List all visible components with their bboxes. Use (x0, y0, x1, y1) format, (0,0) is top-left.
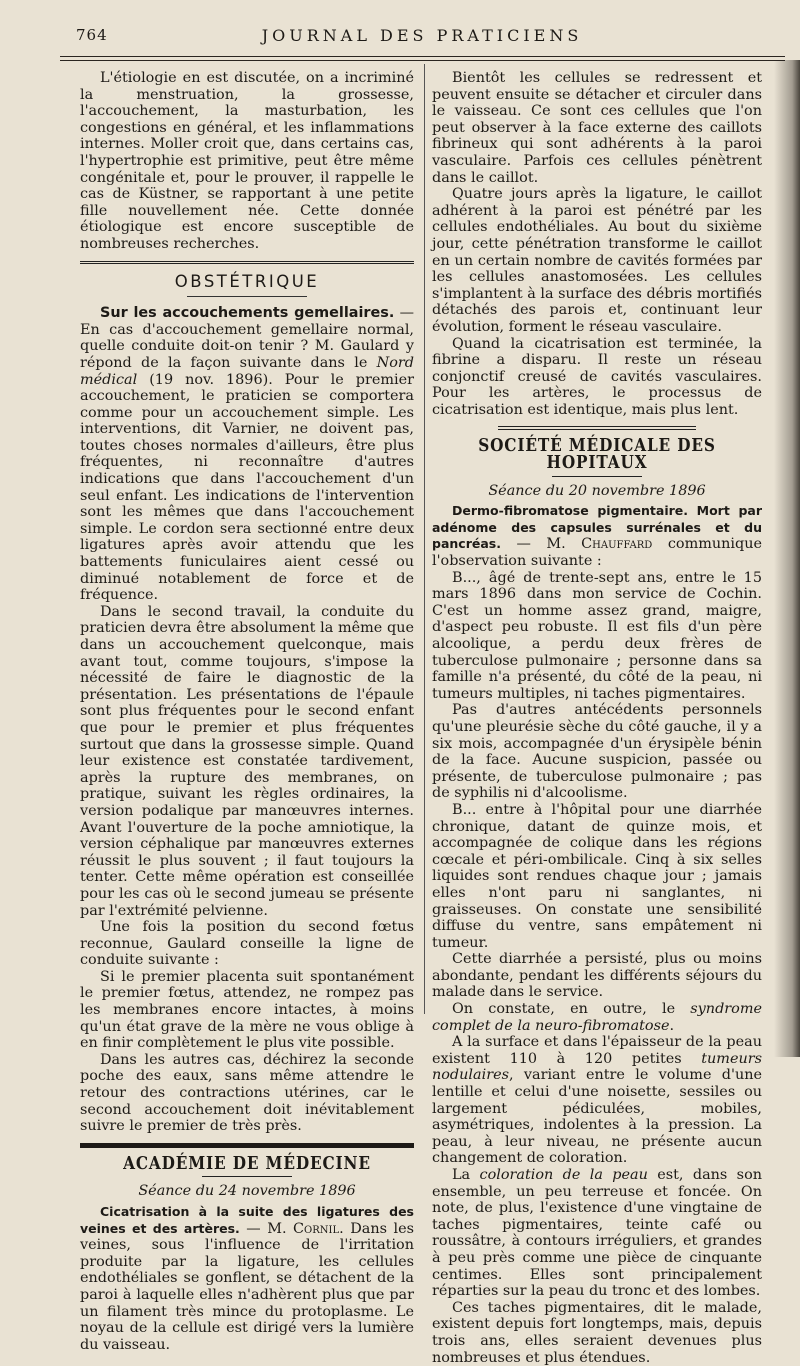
p8-italic: syndrome complet de la neuro-fibromatose (432, 1001, 762, 1034)
article-paragraph-3: Une fois la position du second fœtus reconnue, Gaulard conseille la ligne de conduite suivante : (80, 919, 414, 969)
societe-paragraph (432, 503, 762, 569)
author-prefix-right: — M. (500, 536, 582, 553)
binding-shadow (774, 60, 800, 1057)
article-text-continued: (19 nov. 1896). Pour le premier accouchement, le praticien se comportera comme pour un accouchement simple. Les interventions, dit Varnier, ne doivent pas, toutes choses normales d'ailleurs, être plus fréquentes, ni reconnaître d'autres indications que dans l'accouchement d'un seul enfant. Les indications de l'intervention sont les mêmes que dans l'accouchement simple. Le cordon sera sectionné entre deux ligatures après avoir attendu que les battements funiculaires aient cessé ou diminué notablement de force et de fréquence. (80, 371, 414, 604)
header-rule-secondary (60, 60, 785, 61)
seance-date-right: Séance du 20 novembre 1896 (488, 482, 706, 499)
journal-title: JOURNAL DES PRATICIENS (261, 26, 583, 45)
author-prefix: — M. (239, 1220, 294, 1237)
academie-text: . Dans les veines, sous l'influence de l'irritation produite par la ligature, les cellules endothéliales se gonflent, se détachent de la paroi à laquelle elles n'adhèrent plus que par un filament très mince du protoplasme. Le noyau de la cellule est dirigé vers la lumière du vaisseau. (80, 1220, 414, 1353)
right-paragraph-6: B... entre à l'hôpital pour une diarrhée chronique, datant de quinze mois, et accompagnée de colique dans les régions cœcale et péri-ombilicale. Cinq à six selles liquides sont rendues chaque jour ; jamais elles n'ont paru ni sanglantes, ni graisseuses. On constate une sensibilité diffuse du ventre, sans empâtement ni tumeur. (432, 801, 762, 951)
heading-underline-right (552, 476, 642, 477)
article-paragraph (80, 305, 414, 604)
right-paragraph-7: Cette diarrhée a persisté, plus ou moins abondante, pendant les différents séjours du malade dans le service. (432, 951, 762, 1001)
right-paragraph-9 (432, 1034, 762, 1167)
right-column (432, 70, 762, 1366)
academie-author: Cornil (293, 1220, 340, 1237)
right-paragraph-4: B..., âgé de trente-sept ans, entre le 15 mars 1896 dans mon service de Cochin. C'est un homme assez grand, maigre, d'aspect peu robuste. Il est fils d'un père alcoolique, a perdu deux frères de tuberculose pulmonaire ; personne dans sa famille n'a présenté, du côté de la peau, ni tumeurs multiples, ni taches pigmentaires. (432, 569, 762, 702)
section-underline (187, 296, 307, 297)
p9-text: A la surface et dans l'épaisseur de la peau existent 110 à 120 petites (432, 1034, 762, 1067)
header-rule (60, 56, 785, 57)
right-paragraph-2: Quatre jours après la ligature, le caillot adhérent à la paroi est pénétré par les cellules endothéliales. Au bout du sixième jour, cette pénétration transforme le caillot en un certain nombre de cavités formées par les cellules anastomosées. Les cellules s'implantent à la surface des débris mortifiés détachés des parois et, continuant leur évolution, forment le réseau vasculaire. (432, 186, 762, 335)
article-paragraph-4: Si le premier placenta suit spontanément le premier fœtus, attendez, ne rompez pas les membranes encore intactes, à moins qu'un état grave de la mère ne vous oblige à en finir complètement le plus vite possible. (80, 968, 414, 1052)
right-paragraph-10 (432, 1167, 762, 1300)
p8-end: . (669, 1017, 675, 1034)
section-heading-academie: ACADÉMIE DE MÉDECINE (123, 1152, 371, 1174)
academie-title: Cicatrisation à la suite des ligatures des veines et des artères. (80, 1204, 414, 1236)
heading-underline (202, 1176, 292, 1177)
right-paragraph-5: Pas d'autres antécédents personnels qu'une pleurésie sèche du côté gauche, il y a six mois, accompagnée d'un érysipèle bénin de la face. Aucune suspicion, passée ou présente, de tuberculose pulmonaire ; pas de syphilis ni d'alcoolisme. (432, 702, 762, 802)
section-heading-societe: SOCIÉTÉ MÉDICALE DES HOPITAUX (478, 435, 716, 474)
right-paragraph-8 (432, 1001, 762, 1034)
right-paragraph-3: Quand la cicatrisation est terminée, la fibrine a disparu. Il reste un réseau conjonctif creusé de cavités vasculaires. Pour les artères, le processus de cicatrisation est identique, mais plus lent. (432, 335, 762, 418)
p10-italic: coloration de la peau (479, 1167, 648, 1183)
page-number: 764 (76, 26, 108, 44)
seance-date: Séance du 24 novembre 1896 (138, 1183, 356, 1200)
page-header (62, 26, 782, 50)
societe-author: Chauffard (581, 536, 653, 553)
right-paragraph-1: Bientôt les cellules se redressent et peuvent ensuite se détacher et circuler dans le vaisseau. Ce sont ces cellules que l'on peut observer à la face externe des caillots fibrineux qui sont adhérents à la paroi vasculaire. Parfois ces cellules pénètrent dans le caillot. (432, 70, 762, 186)
article-text: — En cas d'accouchement gemellaire normal, quelle conduite doit-on tenir ? M. Gaulard y répond de la façon suivante dans le (80, 305, 414, 371)
societe-title: Dermo-fibromatose pigmentaire. Mort par adénome des capsules surrénales et du pancréas. (432, 503, 762, 552)
right-paragraph-11: Ces taches pigmentaires, dit le malade, existent depuis fort longtemps, mais, depuis trois ans, elles seraient devenues plus nombreuses et plus étendues. (432, 1299, 762, 1366)
p9-italic: tumeurs nodulaires (432, 1050, 762, 1084)
left-column (80, 70, 414, 1353)
article-title: Sur les accouchements gemellaires. (100, 305, 395, 322)
column-divider (424, 64, 425, 1014)
p9-end: , variant entre le volume d'une lentille et celui d'une noisette, sessiles ou largement pédiculées, mobiles, asymétriques, indolentes à la pression. La peau, à leur niveau, ne présente aucun changement de coloration. (432, 1067, 762, 1167)
section-rule (80, 261, 414, 264)
section-bar (80, 1143, 414, 1148)
p10-end: est, dans son ensemble, un peu terreuse et foncée. On note, de plus, l'existence d'une vingtaine de taches pigmentaires, teinte café ou roussâtre, à contours irréguliers, et grandes à peu près comme une pièce de cinquante centimes. Elles sont principalement réparties sur la peau du tronc et des lombes. (432, 1167, 762, 1300)
section-heading-obstetrique: OBSTÉTRIQUE (174, 271, 320, 291)
article-paragraph-5: Dans les autres cas, déchirez la seconde poche des eaux, sans même attendre le retour des contractions utérines, car le second accouchement doit inévitablement suivre le premier de très près. (80, 1051, 414, 1135)
intro-paragraph: L'étiologie en est discutée, on a incriminé la menstruation, la grossesse, l'accouchement, la masturbation, les congestions en général, et les inflammations internes. Moller croit que, dans certains cas, l'hypertrophie est primitive, peut être même congénitale et, pour le prouver, il rappelle le cas de Küstner, se rapportant à une petite fille nouvellement née. Cette donnée étiologique est encore susceptible de nombreuses recherches. (80, 70, 414, 252)
p8-text: On constate, en outre, le (452, 1001, 691, 1018)
academie-paragraph (80, 1204, 414, 1353)
section-rule-right (498, 426, 696, 430)
article-paragraph-2: Dans le second travail, la conduite du praticien devra être absolument la même que dans un accouchement quelconque, mais avant tout, comme toujours, s'impose la nécessité de faire le diagnostic de la présentation. Les présentations de l'épaule sont plus fréquentes pour le second enfant que pour le premier et plus fréquentes surtout que dans la grossesse simple. Quand leur existence est constatée tardivement, après la rupture des membranes, on pratique, suivant les règles ordinaires, la version podalique par manœuvres internes. Avant l'ouverture de la poche amniotique, la version céphalique par manœuvres externes réussit le plus souvent ; il faut toujours la tenter. Cette même opération est conseillée pour les cas où le second jumeau se présente par l'extrémité pelvienne. (80, 603, 414, 919)
p10-text: La (452, 1167, 480, 1183)
journal-reference: Nord médical (80, 354, 414, 388)
societe-intro: communique l'observation suivante : (432, 536, 762, 570)
